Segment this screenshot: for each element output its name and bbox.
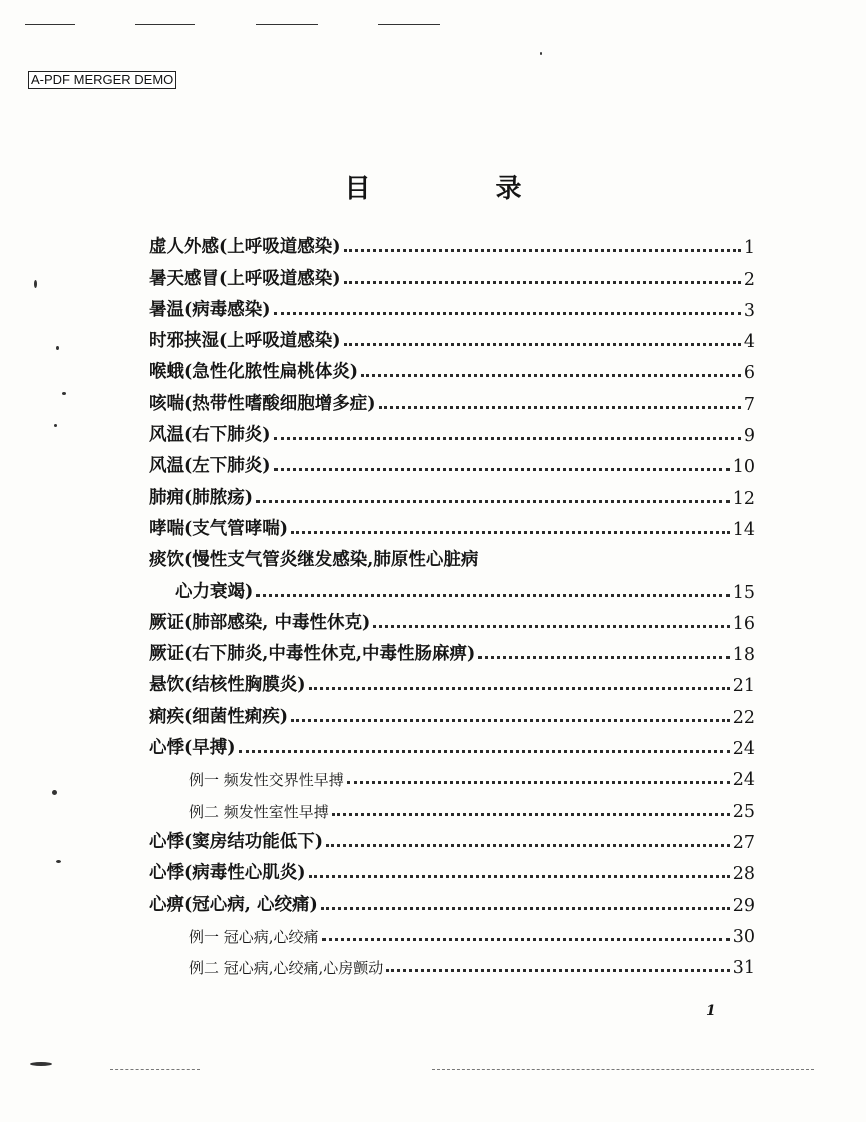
table-of-contents xyxy=(149,231,755,982)
toc-entry-continuation xyxy=(149,575,755,606)
dot-leader xyxy=(274,437,741,440)
toc-page-number: 14 xyxy=(732,519,755,540)
toc-entry-title: 心力衰竭) xyxy=(175,581,254,602)
toc-page-number: 22 xyxy=(732,707,755,728)
dot-leader xyxy=(344,281,741,284)
toc-page-number: 15 xyxy=(732,582,755,603)
dot-leader xyxy=(274,312,741,315)
toc-page-number: 18 xyxy=(732,645,755,666)
header-rule xyxy=(135,24,195,25)
dot-leader xyxy=(291,531,730,534)
dot-leader xyxy=(291,719,730,722)
dot-leader xyxy=(274,468,730,471)
dot-leader xyxy=(239,750,730,753)
toc-entry xyxy=(149,888,755,919)
toc-entry xyxy=(149,231,755,262)
toc-subentry xyxy=(149,763,755,794)
toc-entry-title: 心悸(窦房结功能低下) xyxy=(149,831,324,852)
toc-page-number: 21 xyxy=(732,676,755,697)
toc-entry xyxy=(149,732,755,763)
toc-entry-title: 厥证(右下肺炎,中毒性休克,中毒性肠麻痹) xyxy=(149,644,476,665)
toc-entry-title: 风温(左下肺炎) xyxy=(149,456,271,477)
toc-entry-title: 心悸(病毒性心肌炎) xyxy=(149,863,306,884)
toc-entry xyxy=(149,857,755,888)
footer-rule xyxy=(432,1069,814,1070)
toc-page-number: 16 xyxy=(732,613,755,634)
toc-page-number: 12 xyxy=(732,488,755,509)
dot-leader xyxy=(347,781,730,784)
dot-leader xyxy=(344,343,741,346)
toc-page-number: 24 xyxy=(732,770,755,791)
toc-entry-title: 厥证(肺部感染, 中毒性休克) xyxy=(149,612,371,633)
scan-speck xyxy=(54,424,57,427)
toc-page-number: 10 xyxy=(732,457,755,478)
page-folio: 1 xyxy=(706,1003,716,1019)
toc-entry xyxy=(149,481,755,512)
toc-entry-title: 心痹(冠心病, 心绞痛) xyxy=(149,894,318,915)
toc-entry-title: 喉蛾(急性化脓性扁桃体炎) xyxy=(149,362,359,383)
scan-speck xyxy=(34,280,37,288)
toc-entry-title: 例二 冠心病,心绞痛,心房颤动 xyxy=(189,959,384,978)
dot-leader xyxy=(478,656,729,659)
toc-entry xyxy=(149,387,755,418)
scan-speck xyxy=(540,52,542,55)
dot-leader xyxy=(332,813,730,816)
toc-entry xyxy=(149,294,755,325)
dot-leader xyxy=(256,594,729,597)
toc-subentry xyxy=(149,794,755,825)
dot-leader xyxy=(326,844,730,847)
toc-entry xyxy=(149,450,755,481)
toc-page-number: 31 xyxy=(732,958,755,979)
scan-speck xyxy=(56,860,61,863)
dot-leader xyxy=(361,374,741,377)
page-title: 目 录 xyxy=(344,174,580,204)
toc-entry-title: 暑温(病毒感染) xyxy=(149,299,271,320)
toc-entry-title: 心悸(早搏) xyxy=(149,738,236,759)
toc-entry-title: 风温(右下肺炎) xyxy=(149,425,271,446)
dot-leader xyxy=(344,249,741,252)
toc-entry xyxy=(149,700,755,731)
toc-page-number: 24 xyxy=(732,739,755,760)
toc-entry xyxy=(149,669,755,700)
toc-entry-title: 肺痈(肺脓疡) xyxy=(149,487,254,508)
header-rule xyxy=(378,24,440,25)
dot-leader xyxy=(309,875,730,878)
toc-entry-title: 咳喘(热带性嗜酸细胞增多症) xyxy=(149,393,376,414)
toc-page-number: 4 xyxy=(743,332,755,353)
toc-entry-title: 痰饮(慢性支气管炎继发感染,肺原性心脏病 xyxy=(149,550,479,571)
toc-page-number: 1 xyxy=(743,238,755,259)
dot-leader xyxy=(321,907,730,910)
scan-speck xyxy=(56,346,59,350)
toc-page-number: 28 xyxy=(732,864,755,885)
toc-subentry xyxy=(149,951,755,982)
toc-page-number: 29 xyxy=(732,895,755,916)
toc-page-number: 3 xyxy=(743,300,755,321)
dot-leader xyxy=(256,500,730,503)
toc-entry-title: 悬饮(结核性胸膜炎) xyxy=(149,675,306,696)
toc-entry xyxy=(149,325,755,356)
toc-page-number: 6 xyxy=(743,363,755,384)
toc-entry-title: 痢疾(细菌性痢疾) xyxy=(149,706,289,727)
toc-entry xyxy=(149,262,755,293)
toc-page-number: 30 xyxy=(732,926,755,947)
header-rule xyxy=(256,24,318,25)
dot-leader xyxy=(379,406,741,409)
toc-entry-title: 虚人外感(上呼吸道感染) xyxy=(149,237,341,258)
toc-page-number: 9 xyxy=(743,426,755,447)
dot-leader xyxy=(309,687,730,690)
toc-entry xyxy=(149,544,755,575)
scan-speck xyxy=(52,790,57,795)
dot-leader xyxy=(386,969,729,972)
toc-entry-title: 例一 冠心病,心绞痛 xyxy=(189,927,319,946)
header-rule xyxy=(25,24,75,25)
toc-entry xyxy=(149,607,755,638)
toc-entry-title: 时邪挟湿(上呼吸道感染) xyxy=(149,331,341,352)
toc-entry xyxy=(149,356,755,387)
toc-subentry xyxy=(149,920,755,951)
scan-speck xyxy=(30,1062,52,1066)
toc-entry xyxy=(149,419,755,450)
toc-entry xyxy=(149,826,755,857)
toc-entry-title: 哮喘(支气管哮喘) xyxy=(149,518,289,539)
toc-page-number: 27 xyxy=(732,832,755,853)
toc-page-number: 25 xyxy=(732,801,755,822)
toc-page-number: 2 xyxy=(743,269,755,290)
scan-speck xyxy=(62,392,66,395)
dot-leader xyxy=(373,625,729,628)
toc-entry xyxy=(149,638,755,669)
toc-entry-title: 例一 频发性交界性早搏 xyxy=(189,771,344,790)
watermark-label: A-PDF MERGER DEMO xyxy=(28,71,176,89)
toc-entry-title: 例二 频发性室性早搏 xyxy=(189,802,329,821)
dot-leader xyxy=(322,938,730,941)
toc-entry xyxy=(149,513,755,544)
toc-page-number: 7 xyxy=(743,394,755,415)
footer-rule xyxy=(110,1069,200,1070)
toc-entry-title: 暑天感冒(上呼吸道感染) xyxy=(149,268,341,289)
